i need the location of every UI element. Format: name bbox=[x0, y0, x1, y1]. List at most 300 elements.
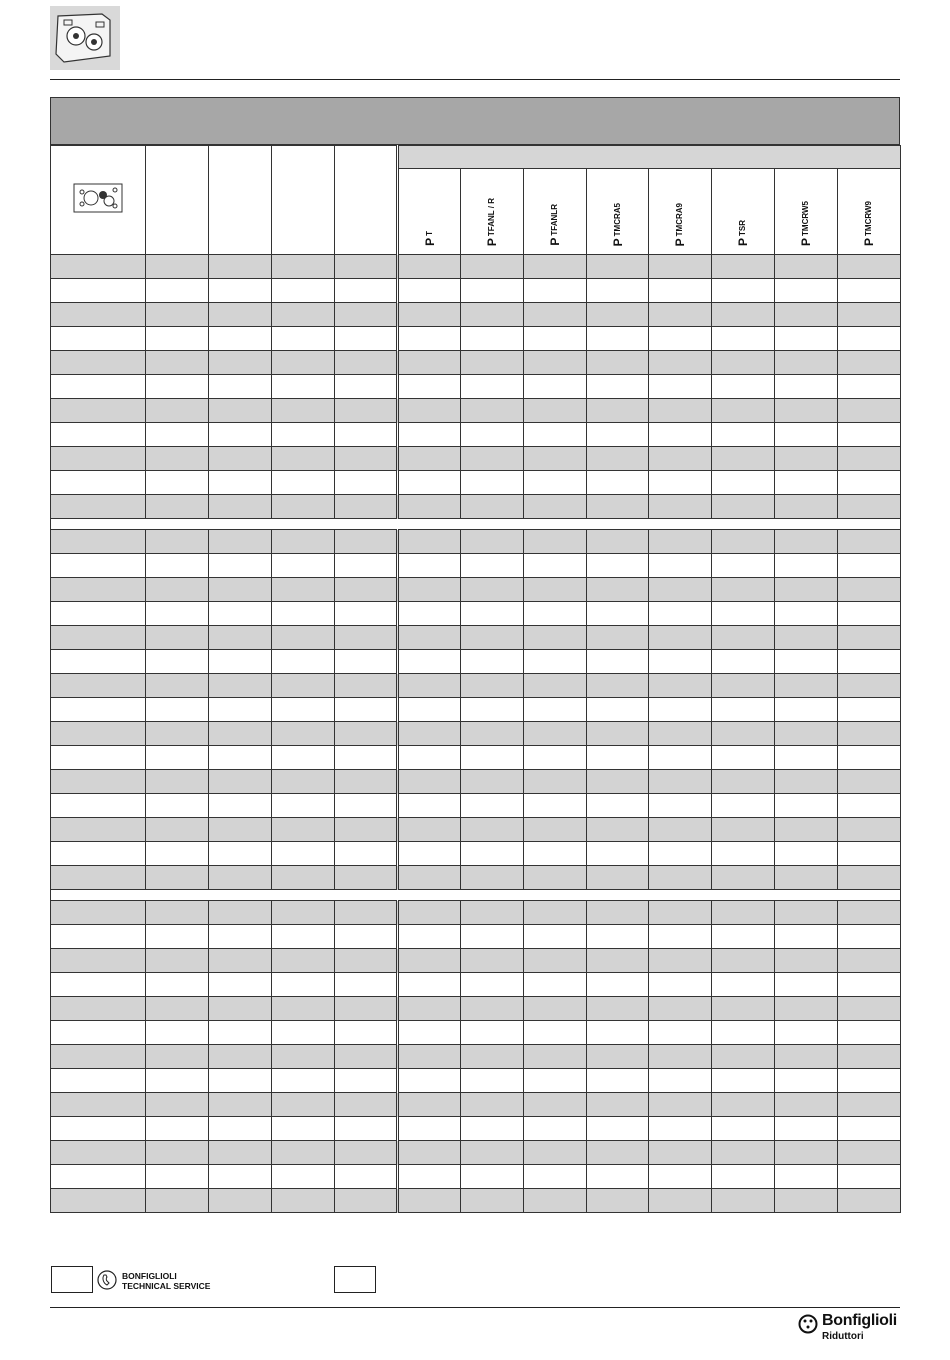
table-cell bbox=[146, 997, 209, 1021]
table-cell bbox=[335, 674, 398, 698]
table-cell bbox=[775, 626, 838, 650]
table-cell bbox=[51, 722, 146, 746]
table-cell bbox=[524, 698, 587, 722]
table-cell bbox=[335, 698, 398, 722]
table-cell bbox=[838, 818, 901, 842]
table-cell bbox=[712, 1141, 775, 1165]
table-cell bbox=[335, 1141, 398, 1165]
table-cell bbox=[335, 650, 398, 674]
power-subscript: TMCRA9 bbox=[675, 202, 684, 236]
table-cell bbox=[524, 578, 587, 602]
table-cell bbox=[649, 698, 712, 722]
table-cell bbox=[649, 495, 712, 519]
table-row bbox=[51, 578, 901, 602]
table-cell bbox=[272, 1045, 335, 1069]
table-cell bbox=[51, 399, 146, 423]
table-cell bbox=[272, 1069, 335, 1093]
table-cell bbox=[146, 1069, 209, 1093]
table-cell bbox=[461, 1045, 524, 1069]
table-cell bbox=[272, 327, 335, 351]
table-cell bbox=[272, 1021, 335, 1045]
table-row bbox=[51, 602, 901, 626]
table-cell bbox=[461, 818, 524, 842]
table-cell bbox=[461, 554, 524, 578]
table-cell bbox=[209, 375, 272, 399]
table-cell bbox=[51, 770, 146, 794]
table-cell bbox=[272, 674, 335, 698]
table-cell bbox=[335, 1069, 398, 1093]
table-cell bbox=[335, 1189, 398, 1213]
table-cell bbox=[461, 471, 524, 495]
power-col-header bbox=[461, 169, 524, 255]
table-cell bbox=[398, 303, 461, 327]
table-cell bbox=[398, 423, 461, 447]
table-cell bbox=[146, 794, 209, 818]
table-cell bbox=[146, 698, 209, 722]
table-cell bbox=[51, 949, 146, 973]
table-cell bbox=[51, 447, 146, 471]
page-number-box bbox=[51, 1266, 93, 1293]
table-cell bbox=[649, 1141, 712, 1165]
table-cell bbox=[209, 842, 272, 866]
table-cell bbox=[272, 1141, 335, 1165]
table-cell bbox=[51, 842, 146, 866]
table-cell bbox=[146, 447, 209, 471]
table-cell bbox=[649, 746, 712, 770]
table-cell bbox=[51, 1093, 146, 1117]
table-cell bbox=[838, 255, 901, 279]
table-cell bbox=[209, 746, 272, 770]
table-cell bbox=[335, 423, 398, 447]
table-cell bbox=[712, 818, 775, 842]
table-cell bbox=[838, 949, 901, 973]
table-cell bbox=[587, 1045, 649, 1069]
table-cell bbox=[712, 447, 775, 471]
power-col-header bbox=[838, 169, 901, 255]
table-cell bbox=[209, 925, 272, 949]
table-cell bbox=[461, 423, 524, 447]
table-cell bbox=[649, 279, 712, 303]
bottom-rule bbox=[50, 1307, 900, 1308]
table-cell bbox=[712, 949, 775, 973]
table-cell bbox=[146, 351, 209, 375]
separator-cell bbox=[51, 890, 901, 901]
table-cell bbox=[524, 399, 587, 423]
table-cell bbox=[524, 554, 587, 578]
table-cell bbox=[272, 279, 335, 303]
table-cell bbox=[838, 770, 901, 794]
table-cell bbox=[587, 1021, 649, 1045]
table-cell bbox=[649, 626, 712, 650]
table-cell bbox=[209, 351, 272, 375]
table-cell bbox=[524, 925, 587, 949]
table-cell bbox=[587, 1093, 649, 1117]
table-cell bbox=[209, 530, 272, 554]
table-cell bbox=[524, 1069, 587, 1093]
power-symbol: P bbox=[673, 237, 687, 246]
table-cell bbox=[51, 794, 146, 818]
table-cell bbox=[838, 698, 901, 722]
gearbox-diagram-icon bbox=[73, 183, 123, 213]
table-row bbox=[51, 973, 901, 997]
power-subscript: TSR bbox=[738, 219, 747, 236]
table-cell bbox=[209, 279, 272, 303]
table-cell bbox=[649, 578, 712, 602]
table-row bbox=[51, 901, 901, 925]
power-subscript: TMCRA5 bbox=[612, 202, 622, 236]
table-cell bbox=[398, 973, 461, 997]
separator-cell bbox=[51, 519, 901, 530]
table-cell bbox=[524, 1141, 587, 1165]
power-col-label bbox=[423, 233, 437, 246]
table-cell bbox=[51, 901, 146, 925]
table-cell bbox=[461, 949, 524, 973]
power-symbol: P bbox=[485, 237, 499, 246]
table-cell bbox=[838, 901, 901, 925]
table-cell bbox=[398, 554, 461, 578]
power-symbol: P bbox=[736, 237, 750, 246]
table-cell bbox=[146, 554, 209, 578]
table-cell bbox=[587, 650, 649, 674]
table-cell bbox=[398, 770, 461, 794]
table-cell bbox=[398, 279, 461, 303]
table-cell bbox=[524, 650, 587, 674]
table-cell bbox=[209, 399, 272, 423]
table-cell bbox=[461, 866, 524, 890]
table-cell bbox=[335, 866, 398, 890]
table-cell bbox=[587, 973, 649, 997]
table-cell bbox=[398, 327, 461, 351]
table-cell bbox=[775, 447, 838, 471]
table-cell bbox=[461, 997, 524, 1021]
table-cell bbox=[209, 997, 272, 1021]
table-cell bbox=[775, 602, 838, 626]
table-cell bbox=[335, 530, 398, 554]
table-cell bbox=[209, 1141, 272, 1165]
table-cell bbox=[775, 1165, 838, 1189]
table-cell bbox=[587, 770, 649, 794]
table-cell bbox=[712, 1165, 775, 1189]
table-cell bbox=[51, 530, 146, 554]
table-cell bbox=[272, 495, 335, 519]
table-cell bbox=[838, 674, 901, 698]
table-cell bbox=[209, 1189, 272, 1213]
table-cell bbox=[587, 554, 649, 578]
table-cell bbox=[587, 303, 649, 327]
table-cell bbox=[587, 842, 649, 866]
table-cell bbox=[838, 303, 901, 327]
table-cell bbox=[838, 842, 901, 866]
table-cell bbox=[524, 973, 587, 997]
table-row bbox=[51, 794, 901, 818]
table-cell bbox=[649, 1021, 712, 1045]
table-cell bbox=[775, 279, 838, 303]
table-cell bbox=[838, 279, 901, 303]
table-cell bbox=[461, 255, 524, 279]
table-cell bbox=[524, 842, 587, 866]
table-cell bbox=[838, 399, 901, 423]
table-cell bbox=[712, 866, 775, 890]
table-row bbox=[51, 949, 901, 973]
table-cell bbox=[51, 1045, 146, 1069]
power-col-label bbox=[799, 203, 813, 246]
table-cell bbox=[461, 746, 524, 770]
table-cell bbox=[209, 818, 272, 842]
table-cell bbox=[587, 925, 649, 949]
table-row bbox=[51, 255, 901, 279]
table-cell bbox=[712, 650, 775, 674]
table-cell bbox=[838, 1141, 901, 1165]
table-cell bbox=[51, 255, 146, 279]
table-cell bbox=[146, 866, 209, 890]
table-cell bbox=[146, 255, 209, 279]
table-cell bbox=[524, 746, 587, 770]
table-row bbox=[51, 423, 901, 447]
table-cell bbox=[524, 351, 587, 375]
table-cell bbox=[146, 1141, 209, 1165]
header-col-2 bbox=[209, 146, 272, 255]
table-cell bbox=[524, 602, 587, 626]
table-cell bbox=[712, 842, 775, 866]
table-cell bbox=[775, 866, 838, 890]
table-cell bbox=[524, 722, 587, 746]
table-cell bbox=[775, 997, 838, 1021]
table-cell bbox=[587, 375, 649, 399]
power-col-label bbox=[610, 202, 625, 246]
table-cell bbox=[524, 1165, 587, 1189]
table-cell bbox=[649, 949, 712, 973]
table-cell bbox=[209, 674, 272, 698]
table-cell bbox=[838, 722, 901, 746]
table-cell bbox=[272, 842, 335, 866]
table-cell bbox=[398, 626, 461, 650]
technical-service-label bbox=[122, 1271, 210, 1291]
table-cell bbox=[272, 949, 335, 973]
table-cell bbox=[838, 471, 901, 495]
table-cell bbox=[272, 1165, 335, 1189]
table-cell bbox=[461, 602, 524, 626]
table-cell bbox=[335, 327, 398, 351]
table-cell bbox=[712, 495, 775, 519]
table-cell bbox=[712, 1045, 775, 1069]
table-cell bbox=[461, 495, 524, 519]
table-cell bbox=[775, 423, 838, 447]
table-cell bbox=[51, 303, 146, 327]
table-cell bbox=[775, 530, 838, 554]
table-cell bbox=[649, 1165, 712, 1189]
table-cell bbox=[51, 746, 146, 770]
table-cell bbox=[272, 925, 335, 949]
table-cell bbox=[272, 1093, 335, 1117]
table-cell bbox=[398, 698, 461, 722]
table-cell bbox=[838, 925, 901, 949]
table-row bbox=[51, 925, 901, 949]
table-cell bbox=[398, 578, 461, 602]
table-cell bbox=[838, 794, 901, 818]
power-subscript: TMCRW5 bbox=[801, 201, 810, 236]
table-cell bbox=[649, 794, 712, 818]
block-separator bbox=[51, 890, 901, 901]
table-cell bbox=[587, 949, 649, 973]
header-col-4 bbox=[335, 146, 398, 255]
table-cell bbox=[335, 1045, 398, 1069]
phone-icon bbox=[97, 1270, 117, 1290]
table-row bbox=[51, 554, 901, 578]
table-cell bbox=[398, 471, 461, 495]
table-row bbox=[51, 770, 901, 794]
table-cell bbox=[398, 901, 461, 925]
table-cell bbox=[712, 375, 775, 399]
table-cell bbox=[335, 973, 398, 997]
table-cell bbox=[524, 949, 587, 973]
table-cell bbox=[209, 973, 272, 997]
table-cell bbox=[524, 866, 587, 890]
table-cell bbox=[335, 949, 398, 973]
table-cell bbox=[838, 1117, 901, 1141]
table-cell bbox=[524, 530, 587, 554]
table-row bbox=[51, 818, 901, 842]
table-cell bbox=[51, 1165, 146, 1189]
table-cell bbox=[51, 925, 146, 949]
table-cell bbox=[775, 351, 838, 375]
table-cell bbox=[712, 997, 775, 1021]
table-cell bbox=[838, 1189, 901, 1213]
rating-table bbox=[50, 145, 900, 1213]
table-cell bbox=[775, 1117, 838, 1141]
table-cell bbox=[775, 495, 838, 519]
table-cell bbox=[209, 1069, 272, 1093]
table-cell bbox=[335, 1021, 398, 1045]
table-cell bbox=[587, 1189, 649, 1213]
table-row bbox=[51, 1141, 901, 1165]
table-cell bbox=[712, 279, 775, 303]
table-cell bbox=[775, 375, 838, 399]
table-row bbox=[51, 530, 901, 554]
table-cell bbox=[335, 255, 398, 279]
table-cell bbox=[398, 1165, 461, 1189]
table-cell bbox=[775, 770, 838, 794]
table-cell bbox=[272, 303, 335, 327]
table-cell bbox=[51, 626, 146, 650]
table-cell bbox=[335, 770, 398, 794]
table-row bbox=[51, 375, 901, 399]
table-cell bbox=[524, 279, 587, 303]
table-cell bbox=[649, 973, 712, 997]
table-cell bbox=[775, 674, 838, 698]
table-cell bbox=[398, 1189, 461, 1213]
table-cell bbox=[398, 1117, 461, 1141]
table-cell bbox=[649, 1069, 712, 1093]
table-cell bbox=[335, 303, 398, 327]
table-cell bbox=[209, 303, 272, 327]
table-cell bbox=[775, 327, 838, 351]
table-cell bbox=[335, 818, 398, 842]
table-cell bbox=[775, 650, 838, 674]
table-cell bbox=[649, 997, 712, 1021]
table-cell bbox=[398, 1045, 461, 1069]
table-cell bbox=[51, 327, 146, 351]
table-cell bbox=[587, 866, 649, 890]
table-cell bbox=[775, 949, 838, 973]
table-cell bbox=[649, 925, 712, 949]
table-cell bbox=[461, 375, 524, 399]
table-cell bbox=[272, 722, 335, 746]
power-col-header bbox=[649, 169, 712, 255]
code-box bbox=[334, 1266, 376, 1293]
table-cell bbox=[272, 530, 335, 554]
table-cell bbox=[398, 495, 461, 519]
table-cell bbox=[838, 1165, 901, 1189]
table-cell bbox=[335, 925, 398, 949]
table-cell bbox=[649, 554, 712, 578]
table-cell bbox=[209, 423, 272, 447]
table-cell bbox=[712, 255, 775, 279]
table-row bbox=[51, 303, 901, 327]
power-col-header bbox=[712, 169, 775, 255]
table-cell bbox=[587, 698, 649, 722]
power-col-header bbox=[775, 169, 838, 255]
table-cell bbox=[587, 722, 649, 746]
table-cell bbox=[775, 818, 838, 842]
table-cell bbox=[146, 423, 209, 447]
table-cell bbox=[649, 303, 712, 327]
table-cell bbox=[335, 626, 398, 650]
table-cell bbox=[587, 794, 649, 818]
table-cell bbox=[587, 495, 649, 519]
power-subscript: TMCRW9 bbox=[864, 201, 873, 236]
table-row bbox=[51, 399, 901, 423]
table-cell bbox=[775, 1045, 838, 1069]
table-cell bbox=[398, 794, 461, 818]
table-cell bbox=[272, 770, 335, 794]
table-cell bbox=[649, 423, 712, 447]
power-col-label bbox=[548, 206, 562, 246]
table-cell bbox=[649, 842, 712, 866]
table-cell bbox=[461, 698, 524, 722]
table-row bbox=[51, 495, 901, 519]
table-cell bbox=[209, 650, 272, 674]
table-cell bbox=[51, 423, 146, 447]
table-cell bbox=[146, 973, 209, 997]
table-cell bbox=[335, 722, 398, 746]
power-col-label bbox=[862, 203, 876, 246]
table-cell bbox=[712, 1093, 775, 1117]
table-cell bbox=[587, 626, 649, 650]
table-cell bbox=[461, 973, 524, 997]
table-cell bbox=[335, 1117, 398, 1141]
table-cell bbox=[838, 423, 901, 447]
table-cell bbox=[649, 530, 712, 554]
table-cell bbox=[587, 447, 649, 471]
table-cell bbox=[524, 1021, 587, 1045]
table-cell bbox=[524, 447, 587, 471]
table-cell bbox=[524, 423, 587, 447]
table-cell bbox=[775, 554, 838, 578]
table-row bbox=[51, 674, 901, 698]
table-cell bbox=[51, 973, 146, 997]
table-cell bbox=[649, 770, 712, 794]
table-cell bbox=[51, 698, 146, 722]
table-cell bbox=[209, 1117, 272, 1141]
power-symbol: P bbox=[548, 237, 562, 246]
table-cell bbox=[335, 495, 398, 519]
table-cell bbox=[838, 351, 901, 375]
table-row bbox=[51, 698, 901, 722]
table-cell bbox=[146, 1189, 209, 1213]
power-symbol: P bbox=[799, 237, 813, 246]
table-cell bbox=[649, 255, 712, 279]
table-cell bbox=[51, 471, 146, 495]
